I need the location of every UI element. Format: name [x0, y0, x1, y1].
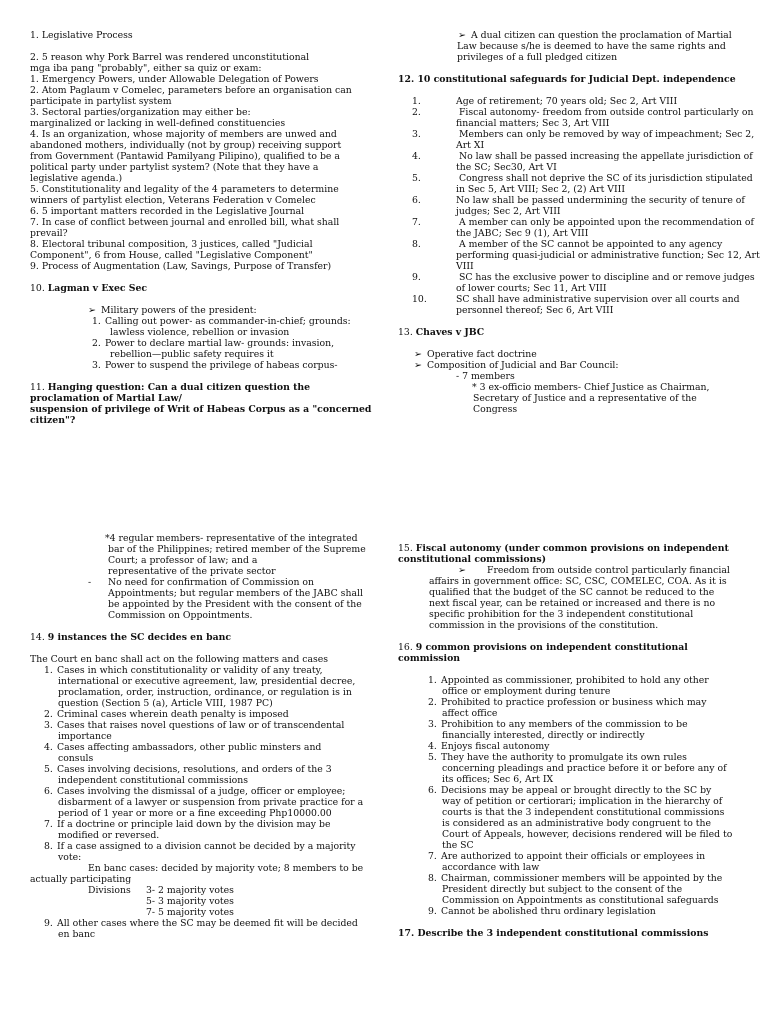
ex-officio-line: * 3 ex-officio members- Chief Justice as Chairman, — [472, 382, 710, 393]
fiscal-line: commission in the provisions of the constitution. — [429, 620, 659, 631]
hanging-question-line — [30, 415, 370, 426]
item-number: 3. — [44, 720, 53, 731]
item-number: 4. — [412, 151, 421, 162]
item-number: 2. — [44, 709, 53, 720]
item-text: If a case assigned to a division cannot be decided by a majority — [57, 841, 356, 852]
no-need-line: Appointments; but regular members of the JABC shall — [108, 588, 363, 599]
item-text: Enjoys fiscal autonomy — [441, 741, 550, 752]
hanging-question-line — [30, 393, 370, 404]
item-continuation: lawless violence, rebellion or invasion — [110, 327, 290, 338]
item-number: 2. — [412, 107, 421, 118]
note-line: Component", 6 from House, called "Legislative Component" — [30, 250, 313, 261]
enbanc-intro: The Court en banc shall act on the following matters and cases — [30, 654, 329, 665]
item-continuation: importance — [58, 731, 112, 742]
item-text: Cannot be abolished thru ordinary legislation — [441, 906, 656, 917]
item-continuation: the SC — [442, 840, 474, 851]
item-number: 9. — [412, 272, 421, 283]
item-number: 1. — [428, 675, 437, 686]
fiscal-line: next fiscal year, can be retained or increased and there is no — [429, 598, 716, 609]
note-line: winners of partylist election, Veterans Federation v Comelec — [30, 195, 316, 206]
common-provision-item — [398, 906, 743, 917]
item-continuation: financial matters; Sec 3, Art VIII — [456, 118, 610, 129]
military-power-item — [30, 360, 370, 371]
dual-answer-line: privileges of a full pledged citizen — [457, 52, 618, 63]
item-continuation: Art XI — [456, 140, 485, 151]
no-need-line — [30, 577, 375, 588]
bottom-left-column — [30, 533, 375, 940]
item-number: 8. — [412, 239, 421, 250]
item-text: If a doctrine or principle laid down by the division may be — [57, 819, 331, 830]
item-continuation: personnel thereof; Sec 6, Art VIII — [456, 305, 614, 316]
common-provisions-heading — [398, 642, 743, 664]
division-vote: 3- 2 majority votes — [146, 885, 234, 896]
fiscal-text: Freedom from outside control particularly financial — [487, 565, 730, 576]
regular-members — [30, 533, 375, 577]
lagman-title: Lagman v Exec Sec — [47, 283, 148, 294]
item-text: Cases involving decisions, resolutions, and orders of the 3 — [57, 764, 332, 775]
bullet-text: Operative fact doctrine — [427, 349, 537, 360]
item-text: A member can only be appointed upon the recommendation of — [456, 217, 754, 228]
hanging-question-line — [30, 382, 370, 393]
item-continuation: question (Section 5 (a), Article VIII, 1987 PC) — [58, 698, 273, 709]
item-text: Fiscal autonomy- freedom from outside control particularly on — [456, 107, 754, 118]
enbanc-item — [30, 764, 375, 775]
item-text: Age of retirement; 70 years old; Sec 2, Art VIII — [456, 96, 678, 107]
dash-bullet: - — [88, 577, 92, 588]
item-text: Cases affecting ambassadors, other public minsters and — [57, 742, 322, 753]
describe-heading: 17. Describe the 3 independent constitutional commissions — [398, 928, 709, 939]
item-text: Criminal cases wherein death penalty is imposed — [57, 709, 289, 720]
no-need-line: Commission on Oppointments. — [108, 610, 253, 621]
lagman-heading: 10. Lagman v Exec Sec — [30, 283, 148, 294]
arrow-bullet-icon: ➢ — [458, 30, 466, 41]
item-number: 5. — [412, 173, 421, 184]
common-title-line — [398, 653, 743, 664]
enbanc-item — [30, 786, 375, 797]
item-continuation: VIII — [456, 261, 474, 272]
item-text: Power to declare martial law- grounds: invasion, — [105, 338, 335, 349]
note-line: 2. Atom Paglaum v Comelec, parameters before an organisation can — [30, 85, 352, 96]
top-right-column — [398, 30, 760, 415]
enbanc-item-9 — [30, 918, 375, 940]
item-text: Calling out power- as commander-in-chief; grounds: — [105, 316, 351, 327]
item-continuation: proclamation, order, instruction, ordinance, or regulation is in — [58, 687, 352, 698]
no-confirmation-note — [30, 577, 375, 621]
item-continuation: President directly but subject to the consent of the — [442, 884, 683, 895]
bullet-text: Composition of Judicial and Bar Council: — [427, 360, 619, 371]
military-power-item — [30, 316, 370, 327]
note-line: 1. Legislative Process — [30, 30, 133, 41]
item-text: Decisions may be appeal or brought directly to the SC by — [441, 785, 712, 796]
note-line: from Government (Pantawid Pamilyang Pilipino), qualified to be a — [30, 151, 340, 162]
note-line: 9. Process of Augmentation (Law, Savings, Purpose of Transfer) — [30, 261, 332, 272]
safeguard-item — [398, 173, 753, 184]
seven-members: - 7 members — [456, 371, 515, 382]
item-text: Cases involving the dismissal of a judge, officer or employee; — [57, 786, 346, 797]
division-line — [30, 885, 375, 896]
note-line: prevail? — [30, 228, 68, 239]
safeguards-list — [398, 96, 760, 316]
military-power-item — [30, 338, 370, 349]
safeguard-item — [398, 96, 743, 107]
item-text: No law shall be passed undermining the security of tenure of — [456, 195, 745, 206]
note-line: mga iba pang "probably", either sa quiz or exam: — [30, 63, 262, 74]
item-number: 8. — [428, 873, 437, 884]
item-text: Appointed as commissioner, prohibited to hold any other — [441, 675, 709, 686]
item-text: All other cases where the SC may be deemed fit will be decided — [57, 918, 358, 929]
common-provision-item — [398, 785, 743, 796]
dual-answer-line — [398, 30, 743, 41]
legislative-notes — [30, 30, 370, 272]
enbanc-vote-line: En banc cases: decided by majority vote; 8 members to be — [88, 863, 364, 874]
item-number: 6. — [412, 195, 421, 206]
fiscal-line: qualified that the budget of the SC cannot be reduced to the — [429, 587, 715, 598]
item-number: 1. — [92, 316, 101, 327]
item-number: 7. — [428, 851, 437, 862]
safeguard-item — [398, 129, 755, 140]
item-text: Are authorized to appoint their officials or employees in — [441, 851, 706, 862]
common-provision-item — [398, 719, 743, 730]
divisions-label — [30, 907, 146, 918]
hanging-question — [30, 382, 370, 426]
safeguard-item — [398, 239, 743, 250]
arrow-bullet-icon: ➢ — [458, 565, 466, 576]
chaves-bullet — [398, 360, 743, 371]
common-provision-item — [398, 851, 743, 862]
item-continuation: independent constitutional commissions — [58, 775, 249, 786]
division-vote: 5- 3 majority votes — [146, 896, 234, 907]
common-provision-item — [398, 873, 743, 884]
fiscal-title-text: Fiscal autonomy (under common provisions on independent — [415, 543, 729, 554]
divisions-votes — [30, 885, 375, 918]
safeguard-item — [398, 294, 743, 305]
safeguard-item — [398, 107, 754, 118]
regular-member-line: representative of the private sector — [108, 566, 276, 577]
enbanc-item — [30, 819, 375, 830]
item-number: 5. — [428, 752, 437, 763]
item-text: Members can only be removed by way of impeachment; Sec 2, — [456, 129, 755, 140]
division-line — [30, 896, 375, 907]
fiscal-autonomy-text — [398, 565, 743, 631]
fiscal-title-line — [398, 543, 743, 554]
note-line: 4. Is an organization, whose majority of members are unwed and — [30, 129, 337, 140]
item-text: Congress shall not deprive the SC of its jurisdiction stipulated — [456, 173, 753, 184]
item-continuation: consuls — [58, 753, 94, 764]
common-provision-item — [398, 752, 743, 763]
enbanc-item — [30, 709, 375, 720]
chaves-heading: 13. Chaves v JBC — [398, 327, 485, 338]
note-line: participate in partylist system — [30, 96, 172, 107]
item-number: 9. — [44, 918, 53, 929]
safeguard-item — [398, 195, 743, 206]
dual-text: A dual citizen can question the proclamation of Martial — [471, 30, 732, 41]
regular-member-line: *4 regular members- representative of the integrated — [105, 533, 358, 544]
item-continuation: rebellion—public safety requires it — [110, 349, 274, 360]
item-continuation: courts is that the 3 independent constitutional commissions — [442, 807, 725, 818]
enbanc-item — [30, 720, 375, 731]
chaves-bullets — [398, 349, 743, 371]
item-number: 3. — [428, 719, 437, 730]
regular-member-line: Court; a professor of law; and a — [108, 555, 258, 566]
top-left-column — [30, 30, 370, 426]
hanging-text: proclamation of Martial Law/ — [30, 393, 182, 404]
enbanc-heading: 14. 9 instances the SC decides en banc — [30, 632, 232, 643]
item-text: Cases in which constitutionality or validity of any treaty, — [57, 665, 323, 676]
note-line: 2. 5 reason why Pork Barrel was rendered unconstitutional — [30, 52, 310, 63]
safeguard-item — [398, 217, 754, 228]
item-number: 2. — [428, 697, 437, 708]
enbanc-item — [30, 665, 375, 676]
item-continuation: international or executive agreement, law, presidential decree, — [58, 676, 356, 687]
item-text: Cases that raises novel questions of law or of transcendental — [57, 720, 345, 731]
item-continuation: is considered as an administrative body congruent to the — [442, 818, 712, 829]
note-line: 7. In case of conflict between journal and enrolled bill, what shall — [30, 217, 340, 228]
divisions-label — [30, 896, 146, 907]
dual-answer-line: Law because s/he is deemed to have the same rights and — [457, 41, 726, 52]
hanging-text: Hanging question: Can a dual citizen question the — [47, 382, 311, 393]
common-provision-item — [398, 675, 743, 686]
item-number: 6. — [428, 785, 437, 796]
note-line: marginalized or lacking in well-defined constituencies — [30, 118, 286, 129]
item-text: No law shall be passed increasing the appellate jurisdiction of — [456, 151, 753, 162]
note-line — [30, 41, 370, 52]
note-line: abandoned mothers, individually (not by group) receiving support — [30, 140, 342, 151]
item-number: 7. — [44, 819, 53, 830]
common-title-text: 9 common provisions on independent constitutional — [415, 642, 688, 653]
item-continuation: judges; Sec 2, Art VIII — [456, 206, 561, 217]
common-provisions-list — [398, 675, 743, 917]
item-text: Prohibition to any members of the commission to be — [441, 719, 688, 730]
arrow-bullet-icon: ➢ — [88, 305, 96, 316]
common-title-text: commission — [398, 653, 461, 664]
fiscal-autonomy-heading — [398, 543, 743, 565]
item-number: 5. — [44, 764, 53, 775]
note-line: 6. 5 important matters recorded in the Legislative Journal — [30, 206, 305, 217]
item-number: 3. — [412, 129, 421, 140]
note-line: political party under partylist system? (Note that they have a — [30, 162, 319, 173]
item-text: Prohibited to practice profession or business which may — [441, 697, 707, 708]
fiscal-title-text: constitutional commissions) — [398, 554, 546, 565]
item-continuation: vote: — [58, 852, 82, 863]
division-vote: 7- 5 majority votes — [146, 907, 234, 918]
item-continuation: its offices; Sec 6, Art IX — [442, 774, 554, 785]
item-continuation: Court of Appeals, however, decisions rendered will be filed to — [442, 829, 733, 840]
no-need-line: be appointed by the President with the consent of the — [108, 599, 362, 610]
note-line: 5. Constitutionality and legality of the 4 parameters to determine — [30, 184, 339, 195]
item-continuation: affect office — [442, 708, 498, 719]
item-text: SC has the exclusive power to discipline and or remove judges — [456, 272, 755, 283]
item-continuation: the SC; Sec30, Art VI — [456, 162, 557, 173]
item-continuation: en banc — [58, 929, 96, 940]
note-line: 3. Sectoral parties/organization may either be: — [30, 107, 251, 118]
fiscal-title-line — [398, 554, 743, 565]
division-line — [30, 907, 375, 918]
item-number: 10. — [412, 294, 427, 305]
common-title-line — [398, 642, 743, 653]
item-text: They have the authority to promulgate its own rules — [441, 752, 687, 763]
item-number: 1. — [44, 665, 53, 676]
item-continuation: concerning pleadings and practice before it or before any of — [442, 763, 727, 774]
note-line: 1. Emergency Powers, under Allowable Delegation of Powers — [30, 74, 319, 85]
chaves-bullet — [398, 349, 743, 360]
note-line: 8. Electoral tribunal composition, 3 justices, called "Judicial — [30, 239, 313, 250]
bottom-right-column — [398, 543, 743, 939]
item-continuation: performing quasi-judicial or administrative function; Sec 12, Art — [456, 250, 760, 261]
enbanc-vote-line-2: actually participating — [30, 874, 132, 885]
dual-citizen-answer — [398, 30, 743, 63]
fiscal-line: specific prohibition for the 3 independent constitutional — [429, 609, 694, 620]
item-number: 8. — [44, 841, 53, 852]
military-powers-bullet: ➢ Military powers of the president: — [88, 305, 257, 316]
item-number: 7. — [412, 217, 421, 228]
item-number: 9. — [428, 906, 437, 917]
common-number: 16. — [398, 642, 416, 653]
ex-officio-members — [398, 382, 743, 415]
item-number: 4. — [428, 741, 437, 752]
item-text: SC shall have administrative supervision over all courts and — [456, 294, 740, 305]
item-continuation: financially interested, directly or indirectly — [442, 730, 645, 741]
divisions-label: Divisions — [88, 885, 131, 896]
item-text: Power to suspend the privilege of habeas corpus- — [105, 360, 338, 371]
safeguard-item — [398, 151, 753, 162]
fiscal-number: 15. — [398, 543, 416, 554]
item-continuation: way of petition or certiorari; implication in the hierarchy of — [442, 796, 723, 807]
fiscal-line: affairs in government office: SC, CSC, COMELEC, COA. As it is — [429, 576, 727, 587]
item-text: Chairman, commissioner members will be appointed by the — [441, 873, 723, 884]
item-number: 2. — [92, 338, 101, 349]
item-continuation: office or employment during tenure — [442, 686, 611, 697]
item-continuation: in Sec 5, Art VIII; Sec 2, (2) Art VIII — [456, 184, 626, 195]
arrow-bullet-icon: ➢ — [414, 349, 422, 360]
item-continuation: accordance with law — [442, 862, 540, 873]
no-need-text: No need for confirmation of Commission on — [108, 577, 315, 588]
ex-officio-line: Secretary of Justice and a representative of the — [473, 393, 697, 404]
arrow-bullet-icon: ➢ — [414, 360, 422, 371]
common-provision-item — [398, 741, 743, 752]
item-continuation: Commission on Appointments as constitutional safeguards — [442, 895, 719, 906]
item-number: 4. — [44, 742, 53, 753]
item-number: 3. — [92, 360, 101, 371]
safeguards-heading: 12. 10 constitutional safeguards for Judicial Dept. independence — [398, 74, 736, 85]
item-continuation: disbarment of a lawyer or suspension from private practice for a — [58, 797, 364, 808]
fiscal-line — [398, 565, 743, 576]
item-number: 6. — [44, 786, 53, 797]
military-powers-list — [30, 316, 370, 371]
ex-officio-line: Congress — [473, 404, 518, 415]
regular-member-line: bar of the Philippines; retired member of the Supreme — [108, 544, 366, 555]
item-continuation: modified or reversed. — [58, 830, 160, 841]
item-continuation: period of 1 year or more or a fine exceeding Php10000.00 — [58, 808, 332, 819]
hanging-number: 11. — [30, 382, 48, 393]
item-continuation: of lower courts; Sec 11, Art VIII — [456, 283, 607, 294]
note-line: legislative agenda.) — [30, 173, 123, 184]
item-continuation: the JABC; Sec 9 (1), Art VIII — [456, 228, 589, 239]
safeguard-item — [398, 272, 755, 283]
hanging-question-line — [30, 404, 370, 415]
enbanc-item — [30, 918, 375, 929]
hanging-text: suspension of privilege of Writ of Habeas Corpus as a "concerned — [30, 404, 372, 415]
item-text: A member of the SC cannot be appointed to any agency — [456, 239, 723, 250]
enbanc-list — [30, 665, 375, 863]
enbanc-item — [30, 841, 375, 852]
item-number: 1. — [412, 96, 421, 107]
enbanc-item — [30, 742, 375, 753]
common-provision-item — [398, 697, 743, 708]
hanging-text: citizen"? — [30, 415, 76, 426]
